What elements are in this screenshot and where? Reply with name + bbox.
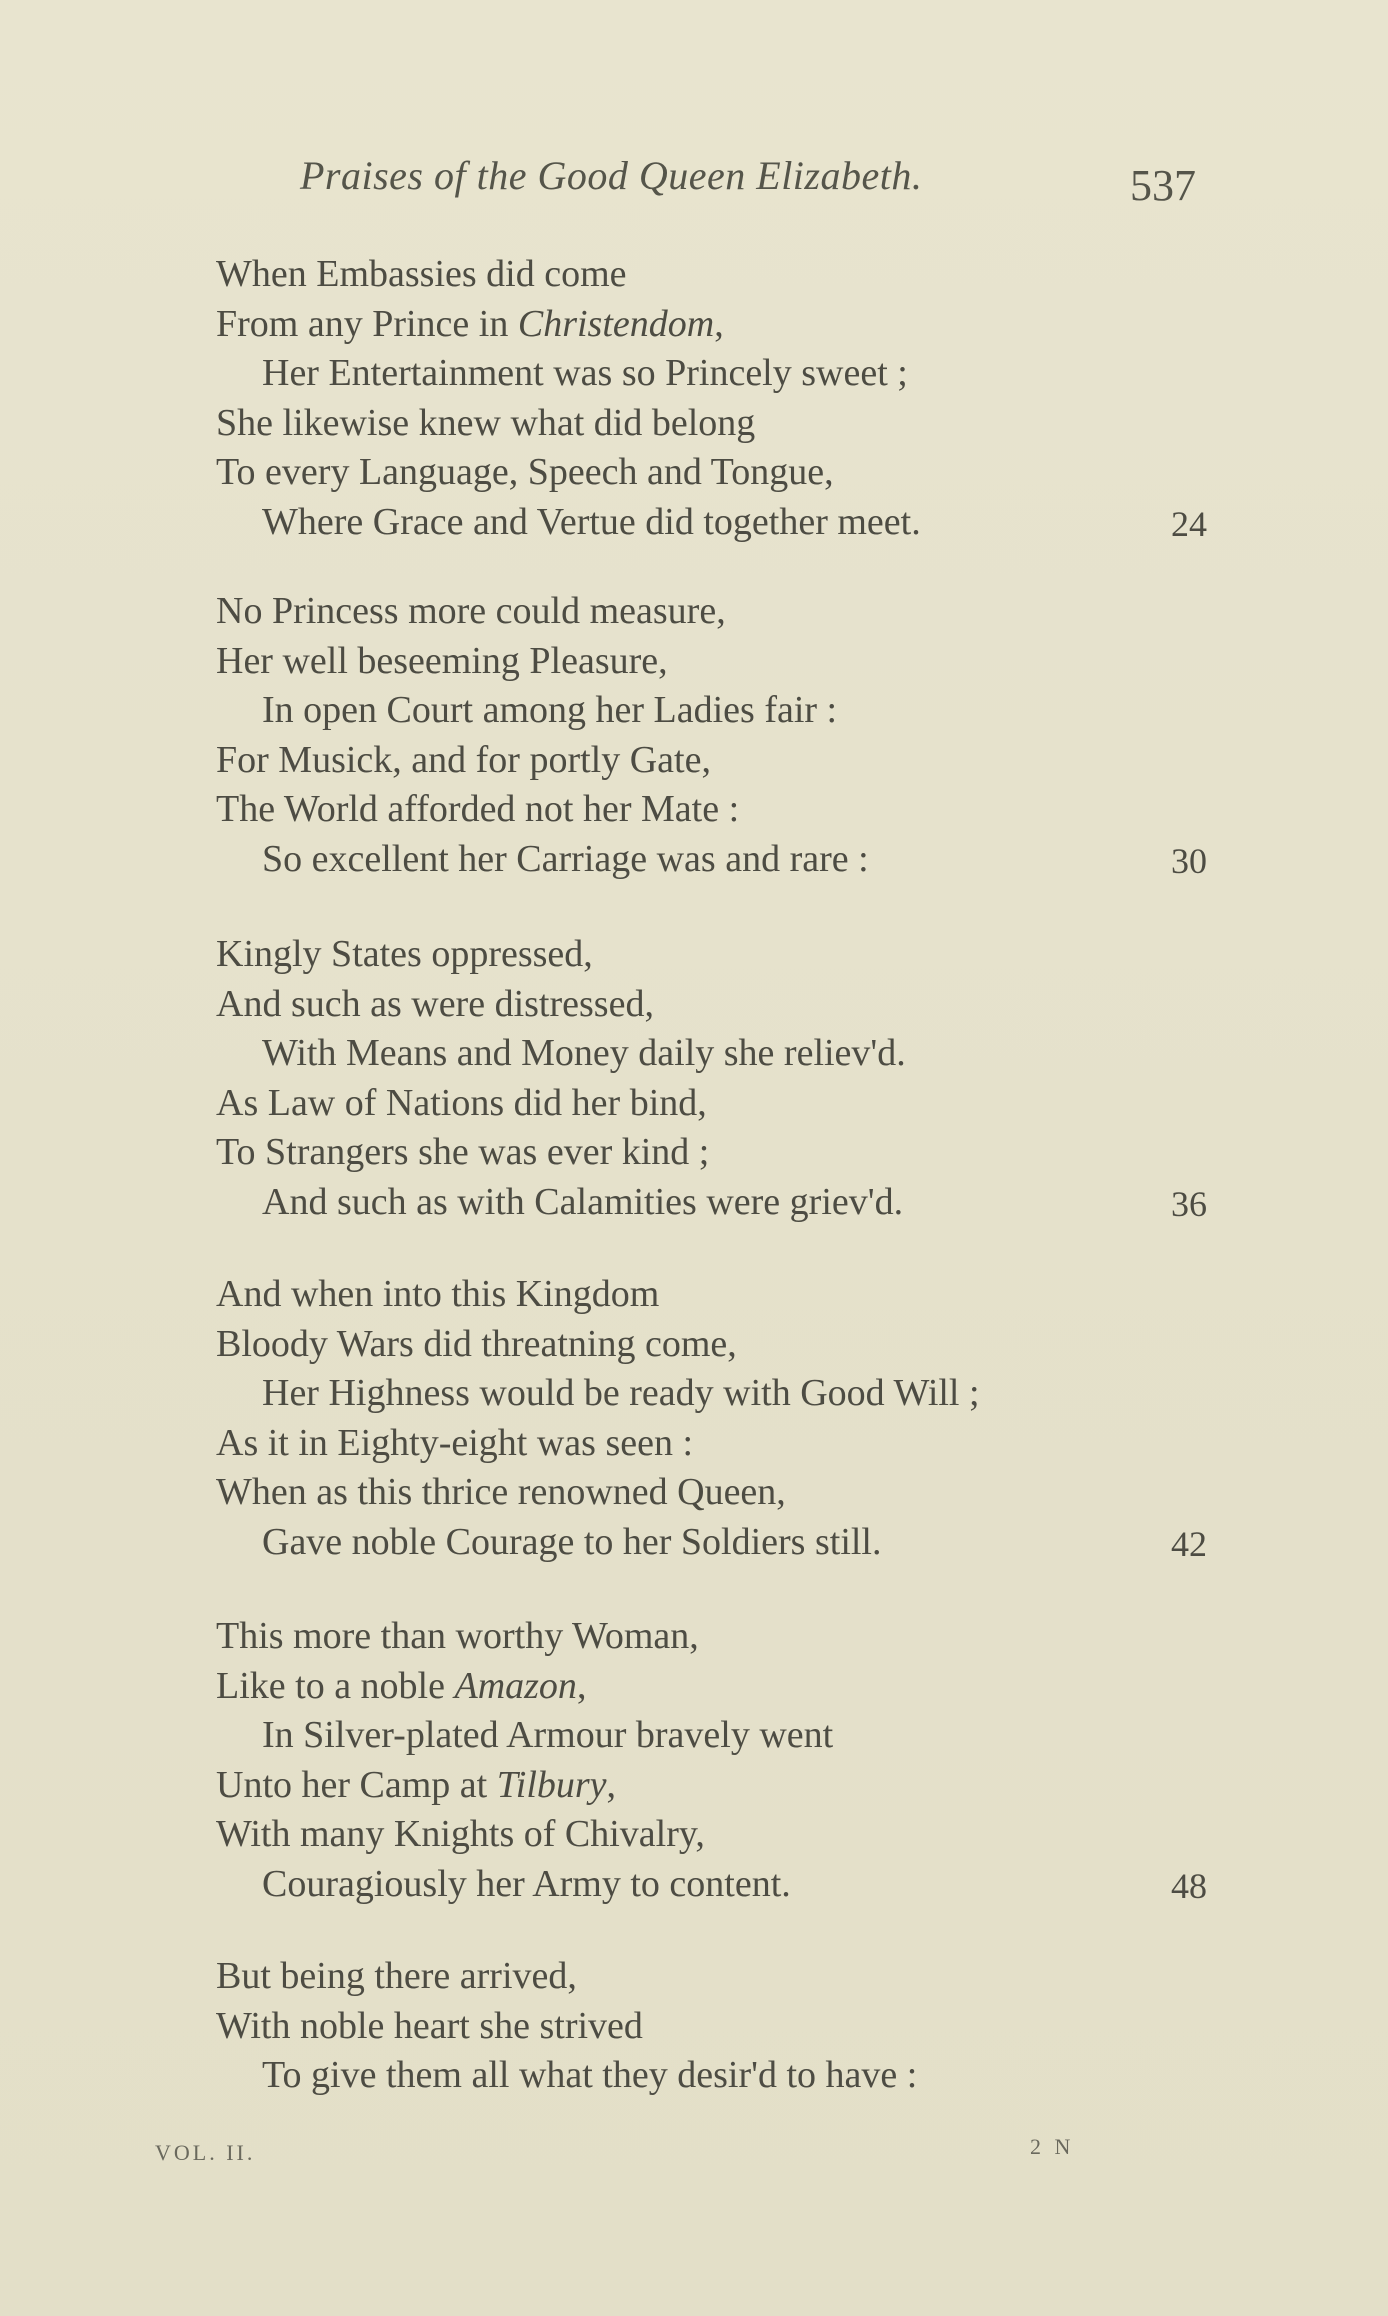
line-number: 42 [1171, 1523, 1207, 1564]
stanza [216, 930, 1236, 1227]
verse-line: The World afforded not her Mate : [216, 788, 740, 830]
page-number: 537 [1130, 161, 1196, 210]
stanza [216, 1952, 1236, 2101]
verse-line: As it in Eighty-eight was seen : [216, 1421, 694, 1464]
verse-line: With many Knights of Chivalry, [216, 1813, 705, 1855]
verse-line: From any Prince in Christendom, [216, 302, 724, 345]
verse-line: Gave noble Courage to her Soldiers still. 42 [216, 1518, 1236, 1568]
verse-line: Kingly States oppressed, [216, 933, 593, 975]
stanza [216, 1270, 1236, 1567]
line-number: 24 [1171, 503, 1207, 544]
italic-term: Tilbury [496, 1763, 607, 1806]
verse-line: Like to a noble Amazon, [216, 1664, 587, 1707]
verse-line: And such as were distressed, [216, 982, 654, 1025]
verse-line: Her Highness would be ready with Good Will ; [262, 1372, 980, 1414]
running-title: Praises of the Good Queen Elizabeth. [300, 153, 923, 198]
verse-line: Her well beseeming Pleasure, [216, 639, 668, 682]
verse-line: No Princess more could measure, [216, 590, 726, 632]
italic-term: Christendom [517, 302, 715, 345]
verse-line: But being there arrived, [216, 1955, 577, 1997]
line-number: 36 [1171, 1183, 1207, 1224]
signature-mark: 2 N [1030, 2134, 1075, 2159]
verse-line: In open Court among her Ladies fair : [262, 689, 838, 731]
verse-line: To Strangers she was ever kind ; [216, 1131, 710, 1173]
volume-label: VOL. II. [155, 2140, 256, 2165]
stanza [216, 587, 1236, 884]
verse-line: When Embassies did come [216, 253, 627, 295]
verse-line: Unto her Camp at Tilbury, [216, 1763, 617, 1806]
verse-line: She likewise knew what did belong [216, 401, 756, 444]
verse-line: Where Grace and Vertue did together meet. 24 [216, 498, 1236, 548]
stanza [216, 250, 1236, 547]
verse-line: Bloody Wars did threatning come, [216, 1322, 737, 1365]
verse-line: Her Entertainment was so Princely sweet ; [262, 352, 908, 394]
verse-line: And such as with Calamities were griev'd. 36 [216, 1178, 1236, 1228]
verse-line: For Musick, and for portly Gate, [216, 738, 711, 781]
verse-line: In Silver-plated Armour bravely went [262, 1714, 834, 1756]
verse-line: Couragiously her Army to content. 48 [216, 1860, 1236, 1910]
stanza [216, 1612, 1236, 1909]
verse-line: This more than worthy Woman, [216, 1615, 699, 1657]
line-number: 48 [1171, 1865, 1207, 1906]
italic-term: Amazon [454, 1664, 577, 1707]
verse-line: And when into this Kingdom [216, 1273, 660, 1315]
verse-line: To every Language, Speech and Tongue, [216, 451, 834, 493]
verse-line: When as this thrice renowned Queen, [216, 1471, 786, 1513]
verse-line: So excellent her Carriage was and rare : 30 [216, 835, 1236, 885]
verse-line: As Law of Nations did her bind, [216, 1081, 707, 1124]
verse-line: With noble heart she strived [216, 2004, 643, 2047]
line-number: 30 [1171, 840, 1207, 881]
verse-line: To give them all what they desir'd to have : [262, 2054, 918, 2096]
verse-line: With Means and Money daily she reliev'd. [262, 1032, 906, 1074]
